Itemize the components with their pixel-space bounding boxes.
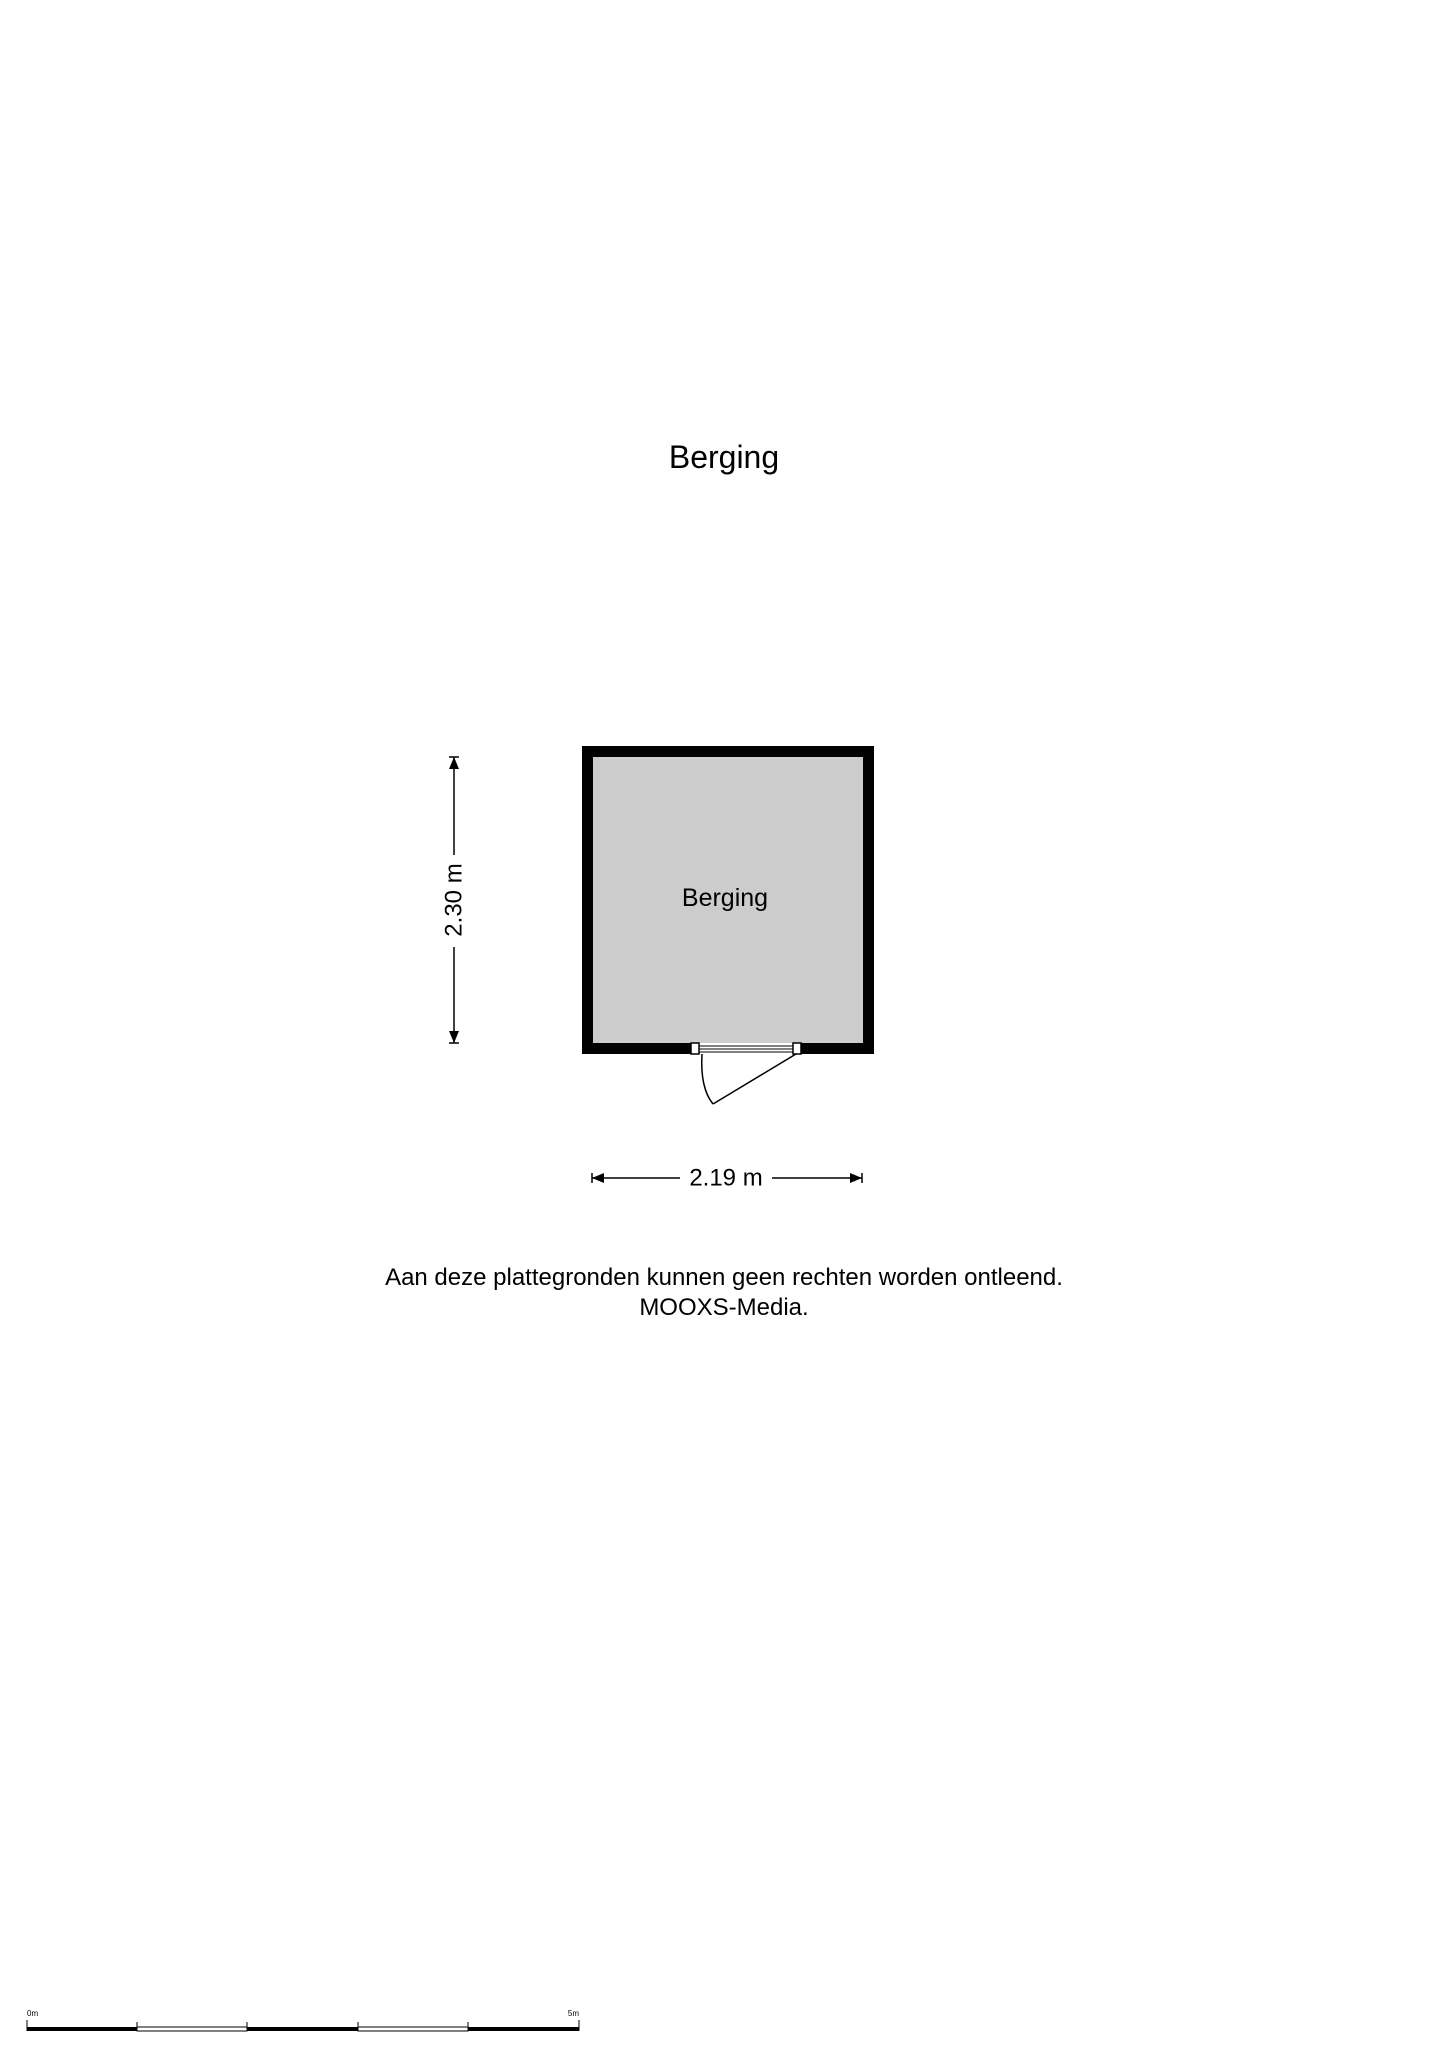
- scale-bar-segment: [358, 2027, 468, 2031]
- arrow-down-icon: [449, 1031, 459, 1043]
- height-dimension: [441, 757, 468, 1043]
- arrow-right-icon: [850, 1173, 862, 1183]
- arrow-up-icon: [449, 757, 459, 769]
- width-dimension-label: 2.19 m: [689, 1164, 763, 1192]
- scale-bar-start-label: 0m: [27, 2009, 39, 2018]
- door-swing-arc: [702, 1054, 713, 1104]
- disclaimer-line-1: Aan deze plattegronden kunnen geen rechten worden ontleend.: [385, 1264, 1063, 1291]
- disclaimer-line-2: MOOXS-Media.: [639, 1294, 809, 1321]
- door-leaf: [713, 1054, 796, 1104]
- scale-bar-segment: [468, 2027, 579, 2031]
- door-jamb-left: [691, 1043, 699, 1054]
- scale-bar-end-label: 5m: [567, 2009, 579, 2018]
- scale-bar-segment: [27, 2027, 137, 2031]
- door-jamb-right: [793, 1043, 801, 1054]
- room-label: Berging: [681, 884, 769, 912]
- height-dimension-label: 2.30 m: [440, 863, 468, 937]
- page-title: Berging: [668, 439, 780, 475]
- scale-bar-segment: [247, 2027, 358, 2031]
- scale-bar-segment: [137, 2027, 247, 2031]
- scale-bar: [27, 2009, 579, 2031]
- door: [691, 1043, 801, 1104]
- width-dimension: [592, 1165, 862, 1192]
- disclaimer: [0, 1263, 1448, 1323]
- arrow-left-icon: [592, 1173, 604, 1183]
